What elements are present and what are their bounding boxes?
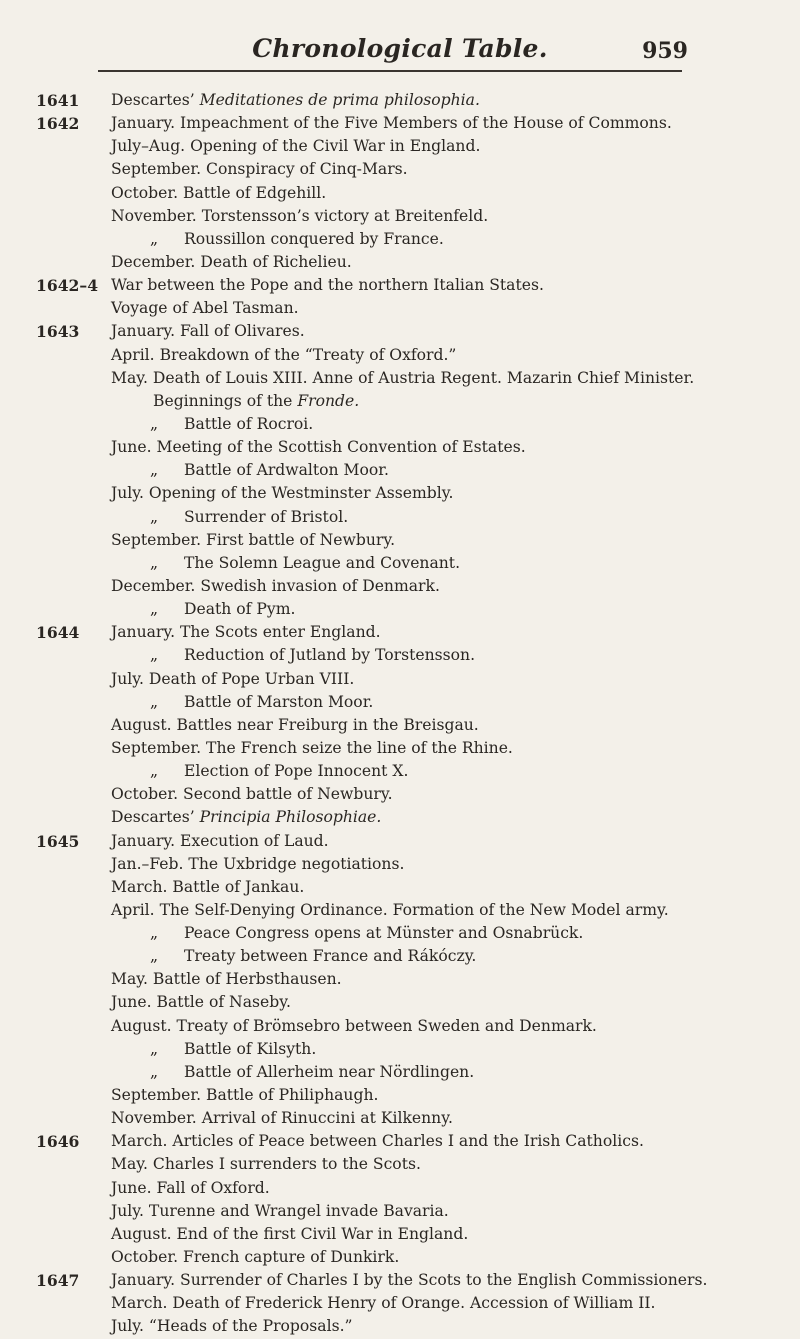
- entry-text: [111, 899, 669, 922]
- chronology-list: [0, 89, 800, 1339]
- entry-main-text: March. Battle of Jankau.: [111, 877, 305, 896]
- entry-main-text: Battle of Kilsyth.: [184, 1039, 317, 1058]
- entry-text: [111, 158, 408, 181]
- entry-main-text: December. Death of Richelieu.: [111, 252, 352, 271]
- entry-main-text: Battle of Rocroi.: [184, 414, 314, 433]
- entry-text: [184, 413, 313, 436]
- ditto-mark: „: [150, 762, 159, 781]
- entry-text: [111, 1084, 378, 1107]
- chronology-entry: [0, 529, 800, 552]
- entry-text: [111, 830, 329, 853]
- entry-year: 1641: [36, 91, 80, 110]
- header-rule: [98, 70, 682, 72]
- entry-main-text: January. Impeachment of the Five Members of the House of Commons.: [111, 114, 672, 133]
- entry-text: [111, 1107, 453, 1130]
- ditto-mark: „: [150, 600, 159, 619]
- entry-main-text: Roussillon conquered by France.: [184, 229, 444, 248]
- chronology-entry: [0, 1015, 800, 1038]
- chronology-entry: [0, 1084, 800, 1107]
- ditto-mark: „: [150, 229, 159, 248]
- chronology-entry: [0, 228, 800, 251]
- entry-main-text: Jan.–Feb. The Uxbridge negotiations.: [111, 854, 405, 873]
- entry-year: 1647: [36, 1271, 80, 1291]
- page-header: [0, 34, 800, 74]
- chronology-entry: [0, 297, 800, 320]
- entry-text: [111, 320, 305, 343]
- entry-text: [111, 436, 526, 459]
- chronology-entry: [0, 922, 800, 945]
- ditto-mark: „: [150, 924, 159, 943]
- entry-main-text: Battle of Ardwalton Moor.: [184, 461, 390, 480]
- entry-year: 1645: [36, 831, 80, 851]
- entry-text: [111, 991, 291, 1014]
- entry-main-text: September. First battle of Newbury.: [111, 530, 396, 549]
- chronology-entry: [0, 1177, 800, 1200]
- chronology-entry: [0, 1292, 800, 1315]
- page-number: 959: [642, 38, 688, 64]
- entry-italic-title: Fronde.: [297, 391, 360, 410]
- chronology-entry: [0, 205, 800, 228]
- entry-main-text: Election of Pope Innocent X.: [184, 762, 409, 781]
- entry-main-text: May. Death of Louis XIII. Anne of Austria Regent. Mazarin Chief Minister.: [111, 368, 695, 387]
- entry-main-text: August. Treaty of Brömsebro between Sweden and Denmark.: [111, 1016, 597, 1035]
- entry-main-text: Reduction of Jutland by Torstensson.: [184, 646, 476, 665]
- entry-year: 1643: [36, 322, 80, 342]
- entry-text: [111, 297, 299, 320]
- chronology-entry: [0, 552, 800, 575]
- entry-main-text: August. End of the first Civil War in England.: [111, 1224, 469, 1243]
- entry-main-text: August. Battles near Freiburg in the Breisgau.: [111, 715, 479, 734]
- entry-main-text: March. Articles of Peace between Charles I and the Irish Catholics.: [111, 1132, 644, 1151]
- entry-text: [111, 714, 479, 737]
- entry-text: [184, 598, 295, 621]
- entry-main-text: Descartes’: [111, 808, 200, 827]
- ditto-mark: „: [150, 414, 159, 433]
- chronology-entry: [0, 482, 800, 505]
- chronology-entry: [0, 459, 800, 482]
- entry-main-text: September. Battle of Philiphaugh.: [111, 1086, 379, 1105]
- ditto-mark: „: [150, 461, 159, 480]
- ditto-mark: „: [150, 646, 159, 665]
- chronology-entry: [0, 1246, 800, 1269]
- chronology-entry: [0, 945, 800, 968]
- entry-main-text: July. Opening of the Westminster Assembly.: [111, 484, 454, 503]
- chronology-entry: [0, 1153, 800, 1176]
- ditto-mark: „: [150, 507, 159, 526]
- entry-main-text: October. French capture of Dunkirk.: [111, 1248, 400, 1267]
- entry-text: [184, 1038, 316, 1061]
- entry-main-text: January. Execution of Laud.: [111, 831, 329, 850]
- chronology-entry: [0, 1038, 800, 1061]
- entry-italic-title: Meditationes de prima philosophia.: [199, 91, 480, 109]
- entry-text: [111, 853, 404, 876]
- entry-year: 1642: [36, 114, 80, 134]
- chronology-entry: [0, 714, 800, 737]
- chronology-entry: [0, 737, 800, 760]
- entry-main-text: May. Charles I surrenders to the Scots.: [111, 1155, 421, 1174]
- entry-main-text: July–Aug. Opening of the Civil War in England.: [111, 137, 481, 156]
- chronology-entry: [0, 668, 800, 691]
- chronology-entry: [0, 876, 800, 899]
- chronology-entry: [0, 575, 800, 598]
- entry-text: [184, 506, 348, 529]
- entry-main-text: November. Torstensson’s victory at Breitenfeld.: [111, 206, 489, 225]
- chronology-entry: [0, 760, 800, 783]
- entry-main-text: September. Conspiracy of Cinq-Mars.: [111, 160, 408, 179]
- entry-main-text: April. The Self-Denying Ordinance. Formation of the New Model army.: [111, 900, 669, 919]
- entry-text: [111, 1200, 449, 1223]
- entry-text: [153, 390, 359, 413]
- entry-text: [111, 529, 395, 552]
- entry-text: [111, 1269, 707, 1292]
- chronology-entry: [0, 135, 800, 158]
- entry-text: [111, 482, 453, 505]
- entry-text: [111, 575, 440, 598]
- entry-text: [111, 89, 480, 112]
- entry-text: [111, 783, 393, 806]
- entry-text: [184, 459, 389, 482]
- entry-text: [111, 668, 354, 691]
- entry-main-text: Death of Pym.: [184, 600, 296, 619]
- entry-main-text: September. The French seize the line of the Rhine.: [111, 738, 513, 757]
- chronology-entry: [0, 344, 800, 367]
- entry-main-text: January. The Scots enter England.: [111, 623, 381, 642]
- chronology-entry: [0, 158, 800, 181]
- page-title: Chronological Table.: [252, 34, 548, 63]
- chronology-entry: [0, 1200, 800, 1223]
- entry-text: [111, 621, 381, 644]
- entry-main-text: Surrender of Bristol.: [184, 507, 349, 526]
- chronology-entry: [0, 830, 800, 853]
- entry-text: [111, 135, 480, 158]
- chronology-entry: [0, 274, 800, 297]
- chronology-entry: [0, 899, 800, 922]
- entry-main-text: October. Battle of Edgehill.: [111, 183, 327, 202]
- entry-text: [111, 1246, 399, 1269]
- chronology-entry: [0, 1269, 800, 1292]
- chronology-entry: [0, 436, 800, 459]
- entry-main-text: April. Breakdown of the “Treaty of Oxford.”: [111, 345, 457, 364]
- entry-text: [111, 1015, 597, 1038]
- chronology-entry: [0, 506, 800, 529]
- entry-text: [184, 644, 475, 667]
- entry-text: [111, 182, 326, 205]
- entry-text: [111, 112, 672, 135]
- ditto-mark: „: [150, 1062, 159, 1081]
- entry-main-text: War between the Pope and the northern Italian States.: [111, 276, 544, 295]
- entry-text: [111, 806, 381, 829]
- entry-main-text: June. Battle of Naseby.: [111, 993, 291, 1012]
- entry-text: [111, 251, 352, 274]
- entry-text: [111, 1223, 468, 1246]
- ditto-mark: „: [150, 947, 159, 966]
- entry-text: [184, 691, 373, 714]
- entry-text: [111, 367, 694, 390]
- chronology-entry: [0, 991, 800, 1014]
- entry-text: [111, 1315, 353, 1338]
- chronology-entry: [0, 1107, 800, 1130]
- chronology-entry: [0, 968, 800, 991]
- entry-main-text: June. Fall of Oxford.: [111, 1178, 270, 1197]
- chronology-entry: [0, 853, 800, 876]
- entry-main-text: Descartes’: [111, 91, 200, 109]
- entry-main-text: Battle of Marston Moor.: [184, 692, 374, 711]
- entry-text: [111, 1292, 656, 1315]
- ditto-mark: „: [150, 553, 159, 572]
- chronology-entry: [0, 413, 800, 436]
- chronology-entry: [0, 112, 800, 135]
- chronology-entry: [0, 89, 800, 112]
- chronology-entry: [0, 1130, 800, 1153]
- chronology-entry: [0, 598, 800, 621]
- entry-main-text: October. Second battle of Newbury.: [111, 785, 393, 804]
- chronology-entry: [0, 320, 800, 343]
- chronology-entry: [0, 367, 800, 390]
- entry-main-text: The Solemn League and Covenant.: [184, 553, 461, 572]
- entry-text: [184, 945, 476, 968]
- entry-main-text: July. Turenne and Wrangel invade Bavaria.: [111, 1201, 449, 1220]
- entry-text: [111, 1153, 421, 1176]
- entry-text: [111, 1130, 644, 1153]
- chronology-entry: [0, 783, 800, 806]
- entry-text: [184, 552, 460, 575]
- entry-text: [111, 1177, 270, 1200]
- entry-year: 1646: [36, 1132, 80, 1152]
- entry-text: [111, 274, 544, 297]
- entry-main-text: Voyage of Abel Tasman.: [111, 299, 299, 318]
- chronology-entry: [0, 251, 800, 274]
- entry-main-text: December. Swedish invasion of Denmark.: [111, 576, 440, 595]
- entry-text: [111, 344, 456, 367]
- entry-main-text: Beginnings of the: [153, 391, 298, 410]
- chronology-entry: [0, 182, 800, 205]
- entry-text: [184, 922, 583, 945]
- entry-text: [111, 968, 342, 991]
- entry-text: [184, 760, 408, 783]
- entry-main-text: July. Death of Pope Urban VIII.: [111, 669, 355, 688]
- entry-main-text: May. Battle of Herbsthausen.: [111, 970, 342, 989]
- entry-main-text: November. Arrival of Rinuccini at Kilkenny.: [111, 1109, 453, 1128]
- chronology-entry: [0, 1061, 800, 1084]
- entry-main-text: July. “Heads of the Proposals.”: [111, 1317, 353, 1336]
- entry-main-text: Treaty between France and Rákóczy.: [184, 947, 477, 966]
- entry-main-text: Battle of Allerheim near Nördlingen.: [184, 1062, 475, 1081]
- chronology-entry: [0, 1315, 800, 1338]
- entry-main-text: March. Death of Frederick Henry of Orange. Accession of William II.: [111, 1294, 656, 1313]
- chronology-entry: [0, 621, 800, 644]
- entry-text: [184, 228, 444, 251]
- entry-text: [184, 1061, 474, 1084]
- entry-main-text: January. Surrender of Charles I by the Scots to the English Commissioners.: [111, 1271, 708, 1290]
- entry-text: [111, 876, 304, 899]
- entry-year: 1642–4: [36, 276, 99, 296]
- entry-text: [111, 737, 513, 760]
- entry-main-text: June. Meeting of the Scottish Convention of Estates.: [111, 438, 526, 457]
- chronology-entry: [0, 390, 800, 413]
- chronology-entry: [0, 1223, 800, 1246]
- ditto-mark: „: [150, 692, 159, 711]
- entry-main-text: Peace Congress opens at Münster and Osnabrück.: [184, 924, 584, 943]
- chronology-entry: [0, 806, 800, 829]
- entry-italic-title: Principia Philosophiae.: [199, 808, 382, 827]
- entry-year: 1644: [36, 623, 80, 643]
- chronology-entry: [0, 644, 800, 667]
- entry-text: [111, 205, 488, 228]
- chronology-entry: [0, 691, 800, 714]
- entry-main-text: January. Fall of Olivares.: [111, 322, 305, 341]
- ditto-mark: „: [150, 1039, 159, 1058]
